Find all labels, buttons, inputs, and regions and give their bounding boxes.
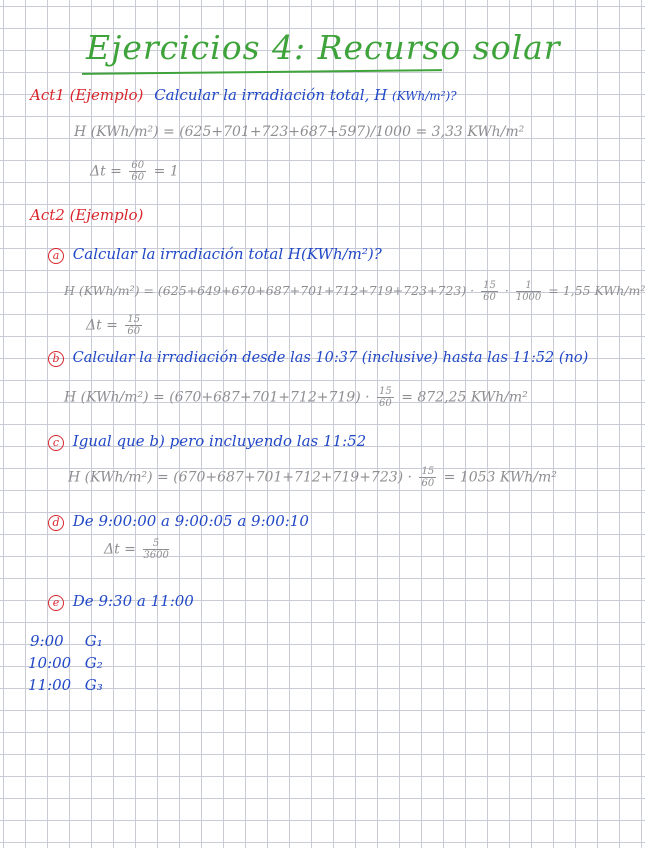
title-underline <box>82 69 442 75</box>
act2-d-dt-num: 5 <box>143 538 168 550</box>
table-row <box>28 654 103 672</box>
act2-a-fraction-1 <box>481 280 498 303</box>
table-g: G₃ <box>84 676 103 694</box>
act2-b-eq-lhs: H (KWh/m²) <box>64 389 149 406</box>
act2-d-dt-den: 3600 <box>143 550 169 561</box>
act2-d-dt-lhs: Δt = <box>104 541 136 558</box>
act2-d-question: De 9:00:00 a 9:00:05 a 9:00:10 <box>72 512 309 530</box>
act2-e-question: De 9:30 a 11:00 <box>72 592 194 610</box>
table-row <box>28 676 103 694</box>
act2-a-f2-num: 1 <box>516 280 541 292</box>
table-g: G₂ <box>84 654 103 672</box>
act1-dt-lhs: Δt = <box>90 163 122 180</box>
act2-d-marker: d <box>48 515 64 531</box>
act2-a-marker: a <box>48 248 64 264</box>
table-time: 11:00 <box>28 676 72 694</box>
act2-a-fraction-2 <box>516 280 541 303</box>
act1-question: Calcular la irradiación total, H <box>154 86 388 104</box>
act2-a-f1-num: 15 <box>483 280 496 291</box>
act2-a-f2-den: 1000 <box>515 292 542 303</box>
act2-a-question: Calcular la irradiación total H(KWh/m²)? <box>72 245 382 263</box>
act2-a-f1-den: 60 <box>483 292 496 303</box>
act2-a-dt-fraction <box>125 314 142 337</box>
act1-dt-fraction <box>129 160 146 183</box>
act1-header <box>30 86 457 104</box>
act1-dt-den: 60 <box>131 172 145 183</box>
act2-b-marker: b <box>48 351 64 367</box>
act2-a-dt-lhs: Δt = <box>86 317 118 334</box>
act1-question-unit: (KWh/m²)? <box>391 89 457 103</box>
act2-c-eq-rhs: = (670+687+701+712+719+723) · <box>157 469 413 486</box>
act2-a-equation <box>64 280 645 303</box>
act2-e-marker: e <box>48 595 64 611</box>
act2-d-question-line <box>48 512 309 531</box>
act2-b-f-den: 60 <box>379 398 392 409</box>
act2-a-delta-t <box>86 314 145 337</box>
act2-c-eq-lhs: H (KWh/m²) <box>68 469 153 486</box>
act2-c-question-line <box>48 432 366 451</box>
act2-a-dot: · <box>504 283 509 298</box>
act2-c-f-den: 60 <box>421 478 435 489</box>
act2-d-dt-fraction <box>143 538 168 561</box>
table-row <box>30 632 103 650</box>
act2-c-question: Igual que b) pero incluyendo las 11:52 <box>72 432 367 450</box>
act2-a-question-line <box>48 245 382 264</box>
page-title: Ejercicios 4: Recurso solar <box>86 28 561 67</box>
table-time: 10:00 <box>28 654 72 672</box>
act2-c-f-num: 15 <box>421 466 435 477</box>
act2-b-question: Calcular la irradiación desde las 10:37 (inclusive) hasta las 11:52 (no) <box>72 350 589 366</box>
act1-delta-t <box>90 160 179 183</box>
table-time: 9:00 <box>30 632 64 650</box>
act1-label: Act1 (Ejemplo) <box>30 86 144 104</box>
act2-c-fraction <box>419 466 436 489</box>
act2-a-dt-num: 15 <box>127 314 141 325</box>
act2-b-fraction <box>377 386 394 409</box>
act1-dt-num: 60 <box>131 160 145 171</box>
act2-b-question-line <box>48 350 588 367</box>
act2-a-result: = 1,55 KWh/m² <box>548 283 645 298</box>
act2-a-eq-lhs: H (KWh/m²) <box>64 283 140 298</box>
act2-d-delta-t <box>104 538 172 561</box>
table-g: G₁ <box>84 632 103 650</box>
act2-a-eq-rhs: = (625+649+670+687+701+712+719+723+723) · <box>143 283 475 298</box>
act2-b-result: = 872,25 KWh/m² <box>401 389 528 406</box>
act2-b-equation <box>64 386 528 409</box>
act2-label: Act2 (Ejemplo) <box>30 206 144 224</box>
act2-e-question-line <box>48 592 194 611</box>
act2-c-marker: c <box>48 435 64 451</box>
act2-b-f-num: 15 <box>379 386 392 397</box>
act2-c-equation <box>68 466 557 489</box>
act1-eq-rhs: (625+701+723+687+597)/1000 = 3,33 KWh/m² <box>179 124 525 140</box>
act1-dt-rhs: = 1 <box>153 163 179 180</box>
act1-equation <box>74 124 524 140</box>
act2-c-result: = 1053 KWh/m² <box>443 469 557 486</box>
act2-a-dt-den: 60 <box>127 326 141 337</box>
act2-b-eq-rhs: = (670+687+701+712+719) · <box>153 389 370 406</box>
act1-eq-lhs: H (KWh/m²) = <box>74 124 175 140</box>
